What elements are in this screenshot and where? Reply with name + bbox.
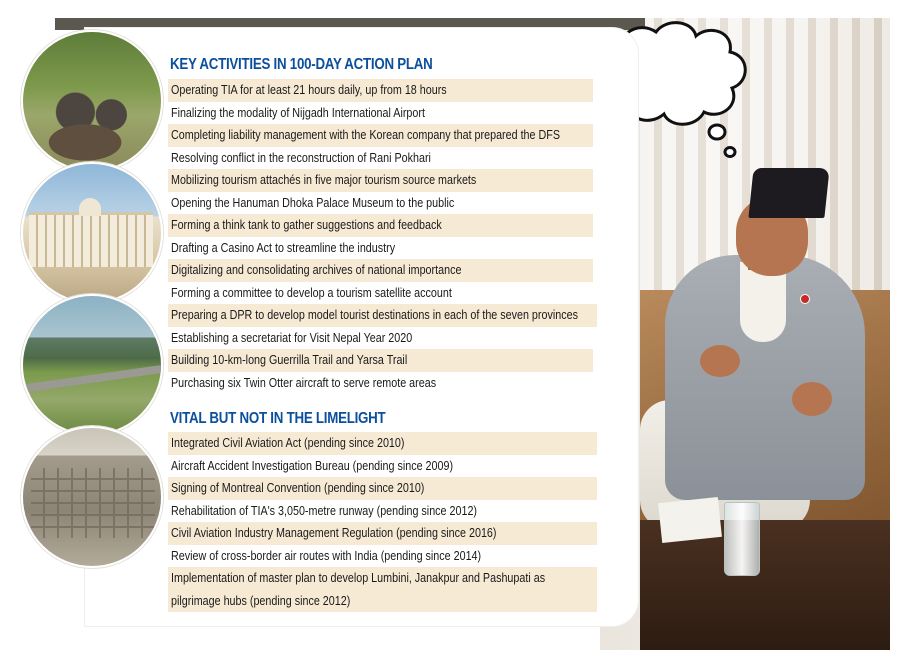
list-item: Establishing a secretariat for Visit Nepal Year 2020 (171, 330, 413, 345)
list-item: Opening the Hanuman Dhoka Palace Museum to the public (171, 195, 455, 210)
list-item: Building 10-km-long Guerrilla Trail and Yarsa Trail (168, 349, 593, 372)
person-topi-hat (748, 168, 829, 218)
lapel-pin (800, 294, 810, 304)
section2-list (168, 432, 597, 612)
list-item: Finalizing the modality of Nijgadh International Airport (171, 105, 425, 120)
list-item: Drafting a Casino Act to streamline the industry (171, 240, 396, 255)
list-item: Review of cross-border air routes with India (pending since 2014) (171, 548, 482, 563)
elephant-safari-photo (21, 30, 163, 172)
person-right-hand (792, 382, 832, 416)
list-item: pilgrimage hubs (pending since 2012) (168, 590, 597, 613)
list-item: Integrated Civil Aviation Act (pending since 2010) (168, 432, 597, 455)
list-item: Rehabilitation of TIA's 3,050-metre runway (pending since 2012) (171, 503, 478, 518)
section1-heading: KEY ACTIVITIES IN 100-DAY ACTION PLAN (170, 56, 433, 73)
list-item: Completing liability management with the Korean company that prepared the DFS (168, 124, 593, 147)
construction-site-photo (21, 426, 163, 568)
list-item: Mobilizing tourism attachés in five major tourism source markets (168, 169, 593, 192)
list-item: Forming a committee to develop a tourism satellite account (171, 285, 452, 300)
list-item: Digitalizing and consolidating archives of national importance (168, 259, 593, 282)
janakpur-temple-photo (21, 162, 163, 304)
list-item: Civil Aviation Industry Management Regulation (pending since 2016) (168, 522, 597, 545)
list-item: Forming a think tank to gather suggestions and feedback (168, 214, 593, 237)
runway (21, 361, 163, 395)
palace-facade (29, 212, 153, 267)
section1-list (168, 79, 597, 394)
list-item: Resolving conflict in the reconstruction of Rani Pokhari (171, 150, 431, 165)
airport-aerial-photo (21, 294, 163, 436)
section2-heading: VITAL BUT NOT IN THE LIMELIGHT (170, 410, 386, 427)
list-item: Implementation of master plan to develop Lumbini, Janakpur and Pashupati as (168, 567, 597, 590)
list-item: Purchasing six Twin Otter aircraft to serve remote areas (171, 375, 437, 390)
palace-dome (79, 198, 101, 216)
person-left-hand (700, 345, 740, 377)
list-item: Preparing a DPR to develop model tourist destinations in each of the seven provinces (168, 304, 597, 327)
papers (658, 497, 722, 543)
list-item: Signing of Montreal Convention (pending since 2010) (168, 477, 597, 500)
construction-grid (31, 468, 155, 538)
list-item: Operating TIA for at least 21 hours daily, up from 18 hours (168, 79, 593, 102)
list-item: Aircraft Accident Investigation Bureau (pending since 2009) (171, 458, 454, 473)
water-glass (724, 502, 760, 576)
